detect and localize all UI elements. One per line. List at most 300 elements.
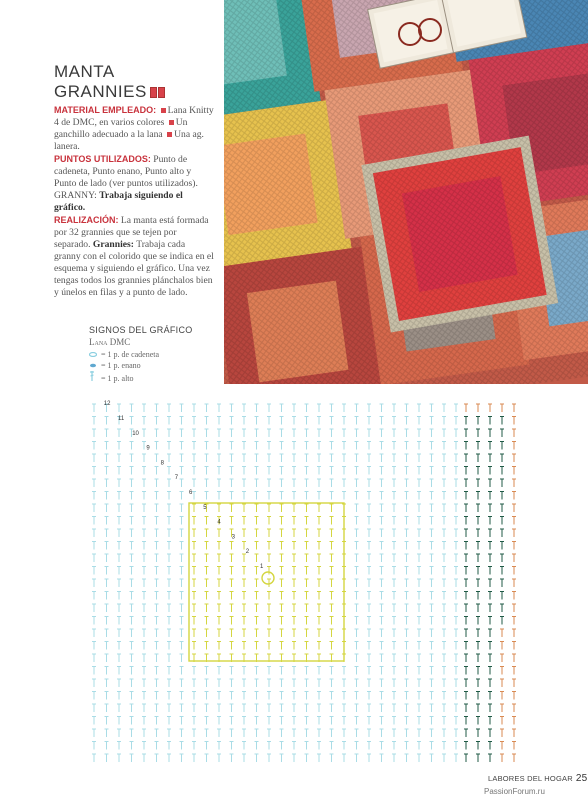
round-number-label: 3 <box>231 534 235 541</box>
edge-stitch <box>512 629 516 637</box>
stitch-symbol <box>392 442 396 450</box>
stitch-symbol <box>192 742 196 750</box>
stitch-symbol <box>280 617 284 625</box>
stitch-symbol <box>380 617 384 625</box>
stitch-symbol <box>317 454 321 462</box>
stitch-symbol <box>92 417 96 425</box>
stitch-symbol <box>267 592 271 600</box>
edge-stitch <box>488 604 492 612</box>
stitch-symbol <box>230 492 234 500</box>
stitch-symbol <box>380 417 384 425</box>
edge-stitch <box>512 529 516 537</box>
edge-stitch <box>476 642 480 650</box>
stitch-symbol <box>267 442 271 450</box>
stitch-symbol <box>442 504 446 512</box>
stitch-symbol <box>130 492 134 500</box>
stitch-symbol <box>180 517 184 525</box>
stitch-symbol <box>380 517 384 525</box>
stitch-symbol <box>180 417 184 425</box>
stitch-symbol <box>217 679 221 687</box>
edge-stitch <box>500 442 504 450</box>
stitch-symbol <box>230 542 234 550</box>
edge-stitch <box>512 467 516 475</box>
stitch-symbol <box>105 654 109 662</box>
stitch-symbol <box>255 742 259 750</box>
stitch-symbol <box>367 492 371 500</box>
stitch-symbol <box>242 642 246 650</box>
stitch-symbol <box>317 592 321 600</box>
edge-stitch <box>476 654 480 662</box>
stitch-symbol <box>217 579 221 587</box>
stitch-symbol <box>355 604 359 612</box>
stitch-symbol <box>205 754 209 762</box>
stitch-symbol <box>180 617 184 625</box>
edge-stitch <box>488 554 492 562</box>
edge-stitch <box>476 617 480 625</box>
edge-stitch <box>464 417 468 425</box>
stitch-symbol <box>117 679 121 687</box>
stitch-symbol <box>255 592 259 600</box>
edge-stitch <box>512 554 516 562</box>
stitch-symbol <box>430 642 434 650</box>
stitch-symbol <box>305 642 309 650</box>
stitch-symbol <box>380 429 384 437</box>
stitch-symbol <box>330 479 334 487</box>
edge-stitch <box>464 554 468 562</box>
stitch-symbol <box>217 667 221 675</box>
stitch-symbol <box>155 567 159 575</box>
stitch-symbol <box>192 642 196 650</box>
stitch-symbol <box>230 604 234 612</box>
material-label: MATERIAL EMPLEADO: <box>54 105 157 115</box>
stitch-symbol <box>180 554 184 562</box>
stitch-symbol <box>105 429 109 437</box>
edge-stitch <box>488 617 492 625</box>
edge-stitch <box>500 454 504 462</box>
stitch-symbol <box>242 592 246 600</box>
stitch-symbol <box>330 504 334 512</box>
edge-stitch <box>454 729 458 737</box>
edge-stitch <box>488 592 492 600</box>
edge-stitch <box>476 492 480 500</box>
stitch-symbol <box>367 429 371 437</box>
stitch-symbol <box>180 717 184 725</box>
stitch-symbol <box>105 417 109 425</box>
edge-stitch <box>464 404 468 412</box>
granny-chart-svg <box>88 400 528 770</box>
stitch-symbol <box>305 492 309 500</box>
stitch-symbol <box>167 742 171 750</box>
stitch-symbol <box>292 517 296 525</box>
stitch-symbol <box>192 454 196 462</box>
edge-stitch <box>476 567 480 575</box>
edge-stitch <box>464 442 468 450</box>
stitch-symbol <box>405 642 409 650</box>
stitch-symbol <box>305 554 309 562</box>
stitch-symbol <box>417 579 421 587</box>
stitch-symbol <box>430 617 434 625</box>
stitch-symbol <box>280 467 284 475</box>
stitch-symbol <box>167 667 171 675</box>
stitch-symbol <box>205 554 209 562</box>
edge-stitch <box>464 729 468 737</box>
stitch-symbol <box>205 567 209 575</box>
stitch-symbol <box>330 642 334 650</box>
stitch-symbol <box>105 529 109 537</box>
edge-stitch <box>512 429 516 437</box>
stitch-symbol <box>392 417 396 425</box>
stitch-symbol <box>167 504 171 512</box>
stitch-symbol <box>430 679 434 687</box>
stitch-symbol <box>405 529 409 537</box>
stitch-symbol <box>430 567 434 575</box>
stitch-symbol <box>292 554 296 562</box>
stitch-symbol <box>305 729 309 737</box>
stitch-symbol <box>430 604 434 612</box>
stitch-symbol <box>230 479 234 487</box>
stitch-symbol <box>155 542 159 550</box>
stitch-symbol <box>317 642 321 650</box>
stitch-symbol <box>367 454 371 462</box>
stitch-symbol <box>292 429 296 437</box>
stitch-symbol <box>167 429 171 437</box>
stitch-symbol <box>130 504 134 512</box>
stitch-symbol <box>255 754 259 762</box>
stitch-symbol <box>342 679 346 687</box>
stitch-symbol <box>117 604 121 612</box>
stitch-symbol <box>430 654 434 662</box>
stitch-symbol <box>217 504 221 512</box>
stitch-symbol <box>180 542 184 550</box>
stitch-symbol <box>130 754 134 762</box>
stitch-symbol <box>242 604 246 612</box>
edge-stitch <box>464 604 468 612</box>
stitch-symbol <box>355 679 359 687</box>
stitch-symbol <box>380 554 384 562</box>
stitch-symbol <box>430 467 434 475</box>
stitch-symbol <box>305 579 309 587</box>
stitch-symbol <box>105 617 109 625</box>
watermark: PassionForum.ru <box>484 787 545 796</box>
stitch-symbol <box>255 604 259 612</box>
stitch-symbol <box>155 667 159 675</box>
stitch-symbol <box>317 742 321 750</box>
stitch-symbol <box>192 754 196 762</box>
stitch-symbol <box>392 704 396 712</box>
stitch-symbol <box>155 692 159 700</box>
edge-stitch <box>512 604 516 612</box>
stitch-symbol <box>255 442 259 450</box>
stitch-symbol <box>117 504 121 512</box>
stitch-symbol <box>105 542 109 550</box>
stitch-symbol <box>167 617 171 625</box>
stitch-symbol <box>92 554 96 562</box>
stitch-symbol <box>180 667 184 675</box>
edge-stitch <box>512 417 516 425</box>
edge-stitch <box>500 617 504 625</box>
stitch-symbol <box>205 467 209 475</box>
edge-stitch <box>500 567 504 575</box>
stitch-symbol <box>305 529 309 537</box>
stitch-symbol <box>267 479 271 487</box>
stitch-symbol <box>92 667 96 675</box>
stitch-symbol <box>380 717 384 725</box>
edge-stitch <box>464 429 468 437</box>
edge-stitch <box>464 629 468 637</box>
stitch-symbol <box>255 517 259 525</box>
edge-stitch <box>454 617 458 625</box>
stitch-symbol <box>205 592 209 600</box>
stitch-symbol <box>105 554 109 562</box>
round-number-label: 1 <box>260 564 264 570</box>
edge-stitch <box>488 654 492 662</box>
stitch-symbol <box>317 617 321 625</box>
stitch-symbol <box>130 479 134 487</box>
edge-stitch <box>512 479 516 487</box>
edge-stitch <box>476 692 480 700</box>
stitch-symbol <box>280 567 284 575</box>
stitch-symbol <box>205 604 209 612</box>
stitch-symbol <box>230 567 234 575</box>
stitch-symbol <box>342 429 346 437</box>
stitch-symbol <box>367 417 371 425</box>
stitch-symbol <box>292 629 296 637</box>
stitch-symbol <box>180 454 184 462</box>
stitch-symbol <box>230 754 234 762</box>
stitch-symbol <box>305 429 309 437</box>
stitch-symbol <box>417 467 421 475</box>
edge-stitch <box>512 404 516 412</box>
edge-stitch <box>454 467 458 475</box>
stitch-symbol <box>380 442 384 450</box>
edge-stitch <box>454 454 458 462</box>
stitch-symbol <box>242 717 246 725</box>
stitch-symbol <box>342 742 346 750</box>
stitch-symbol <box>405 454 409 462</box>
stitch-symbol <box>155 529 159 537</box>
stitch-symbol <box>180 404 184 412</box>
stitch-symbol <box>355 629 359 637</box>
edge-stitch <box>454 542 458 550</box>
stitch-symbol <box>267 742 271 750</box>
edge-stitch <box>454 429 458 437</box>
stitch-symbol <box>155 479 159 487</box>
stitch-symbol <box>117 642 121 650</box>
stitch-symbol <box>417 592 421 600</box>
edge-stitch <box>500 604 504 612</box>
stitch-symbol <box>330 492 334 500</box>
stitch-symbol <box>380 667 384 675</box>
edge-stitch <box>464 754 468 762</box>
stitch-symbol <box>330 517 334 525</box>
stitch-symbol <box>280 704 284 712</box>
stitch-symbol <box>130 554 134 562</box>
stitch-symbol <box>280 717 284 725</box>
stitch-symbol <box>405 504 409 512</box>
stitch-symbol <box>442 592 446 600</box>
stitch-symbol <box>355 667 359 675</box>
edge-stitch <box>476 704 480 712</box>
stitch-symbol <box>292 754 296 762</box>
stitch-symbol <box>330 704 334 712</box>
edge-stitch <box>454 654 458 662</box>
stitch-symbol <box>392 692 396 700</box>
stitch-symbol <box>330 554 334 562</box>
stitch-symbol <box>230 742 234 750</box>
stitch-symbol <box>142 579 146 587</box>
edge-stitch <box>488 729 492 737</box>
edge-stitch <box>454 742 458 750</box>
stitch-symbol <box>317 604 321 612</box>
stitch-symbol <box>167 492 171 500</box>
edge-stitch <box>454 417 458 425</box>
stitch-symbol <box>180 504 184 512</box>
edge-stitch <box>454 704 458 712</box>
edge-stitch <box>500 667 504 675</box>
edge-stitch <box>464 679 468 687</box>
stitch-symbol <box>330 529 334 537</box>
stitch-symbol <box>155 554 159 562</box>
stitch-symbol <box>405 542 409 550</box>
stitch-symbol <box>167 654 171 662</box>
edge-stitch <box>476 742 480 750</box>
stitch-symbol <box>405 604 409 612</box>
stitch-symbol <box>180 704 184 712</box>
stitch-symbol <box>280 742 284 750</box>
stitch-symbol <box>405 667 409 675</box>
stitch-symbol <box>92 567 96 575</box>
stitch-symbol <box>305 617 309 625</box>
stitch-symbol <box>105 504 109 512</box>
edge-stitch <box>512 617 516 625</box>
stitch-symbol <box>130 517 134 525</box>
stitch-symbol <box>130 404 134 412</box>
stitch-symbol <box>280 554 284 562</box>
edge-stitch <box>500 717 504 725</box>
stitch-symbol <box>280 454 284 462</box>
stitch-symbol <box>242 629 246 637</box>
stitch-symbol <box>155 654 159 662</box>
stitch-symbol <box>417 704 421 712</box>
stitch-symbol <box>380 629 384 637</box>
stitch-symbol <box>142 529 146 537</box>
stitch-symbol <box>380 479 384 487</box>
stitch-symbol <box>117 454 121 462</box>
stitch-symbol <box>205 717 209 725</box>
stitch-symbol <box>330 717 334 725</box>
stitch-symbol <box>342 442 346 450</box>
stitch-symbol <box>92 642 96 650</box>
stitch-symbol <box>230 679 234 687</box>
stitch-symbol <box>442 717 446 725</box>
stitch-symbol <box>180 654 184 662</box>
stitch-symbol <box>392 529 396 537</box>
stitch-symbol <box>130 592 134 600</box>
stitch-symbol <box>155 504 159 512</box>
edge-stitch <box>500 592 504 600</box>
stitch-symbol <box>192 492 196 500</box>
stitch-symbol <box>242 667 246 675</box>
stitch-symbol <box>280 529 284 537</box>
stitch-symbol <box>442 567 446 575</box>
edge-stitch <box>464 467 468 475</box>
stitch-symbol <box>317 542 321 550</box>
center-ring <box>262 572 274 584</box>
stitch-symbol <box>305 517 309 525</box>
stitch-symbol <box>305 442 309 450</box>
stitch-symbol <box>242 692 246 700</box>
stitch-symbol <box>317 492 321 500</box>
stitch-symbol <box>217 429 221 437</box>
stitch-symbol <box>130 567 134 575</box>
stitch-symbol <box>267 542 271 550</box>
edge-stitch <box>464 517 468 525</box>
stitch-symbol <box>142 492 146 500</box>
edge-stitch <box>476 467 480 475</box>
stitch-symbol <box>105 567 109 575</box>
stitch-symbol <box>192 542 196 550</box>
stitch-symbol <box>255 579 259 587</box>
stitch-symbol <box>105 592 109 600</box>
stitch-symbol <box>367 529 371 537</box>
stitch-symbol <box>442 617 446 625</box>
edge-stitch <box>454 504 458 512</box>
stitch-symbol <box>105 692 109 700</box>
stitch-symbol <box>167 567 171 575</box>
stitch-symbol <box>130 442 134 450</box>
stitch-symbol <box>442 529 446 537</box>
stitch-symbol <box>367 604 371 612</box>
stitch-symbol <box>430 404 434 412</box>
stitch-symbol <box>105 754 109 762</box>
edge-stitch <box>500 754 504 762</box>
edge-stitch <box>476 717 480 725</box>
edge-stitch <box>512 654 516 662</box>
stitch-symbol <box>280 642 284 650</box>
edge-stitch <box>512 579 516 587</box>
stitch-symbol <box>255 717 259 725</box>
stitch-symbol <box>217 629 221 637</box>
edge-stitch <box>488 579 492 587</box>
edge-stitch <box>512 667 516 675</box>
stitch-symbol <box>92 404 96 412</box>
stitch-symbol <box>105 642 109 650</box>
edge-stitch <box>512 692 516 700</box>
stitch-symbol <box>355 517 359 525</box>
puntos-label: PUNTOS UTILIZADOS: <box>54 154 151 164</box>
stitch-symbol <box>242 617 246 625</box>
edge-stitch <box>512 517 516 525</box>
edge-stitch <box>488 742 492 750</box>
edge-stitch <box>464 542 468 550</box>
edge-stitch <box>454 492 458 500</box>
edge-stitch <box>512 642 516 650</box>
stitch-symbol <box>217 542 221 550</box>
stitch-symbol <box>317 517 321 525</box>
edge-stitch <box>512 454 516 462</box>
edge-stitch <box>488 479 492 487</box>
stitch-symbol <box>405 517 409 525</box>
stitch-symbol <box>380 754 384 762</box>
stitch-symbol <box>255 417 259 425</box>
stitch-symbol <box>180 592 184 600</box>
stitch-symbol <box>92 754 96 762</box>
stitch-symbol <box>405 479 409 487</box>
stitch-symbol <box>392 404 396 412</box>
stitch-symbol <box>330 617 334 625</box>
stitch-symbol <box>305 479 309 487</box>
edge-stitch <box>454 592 458 600</box>
